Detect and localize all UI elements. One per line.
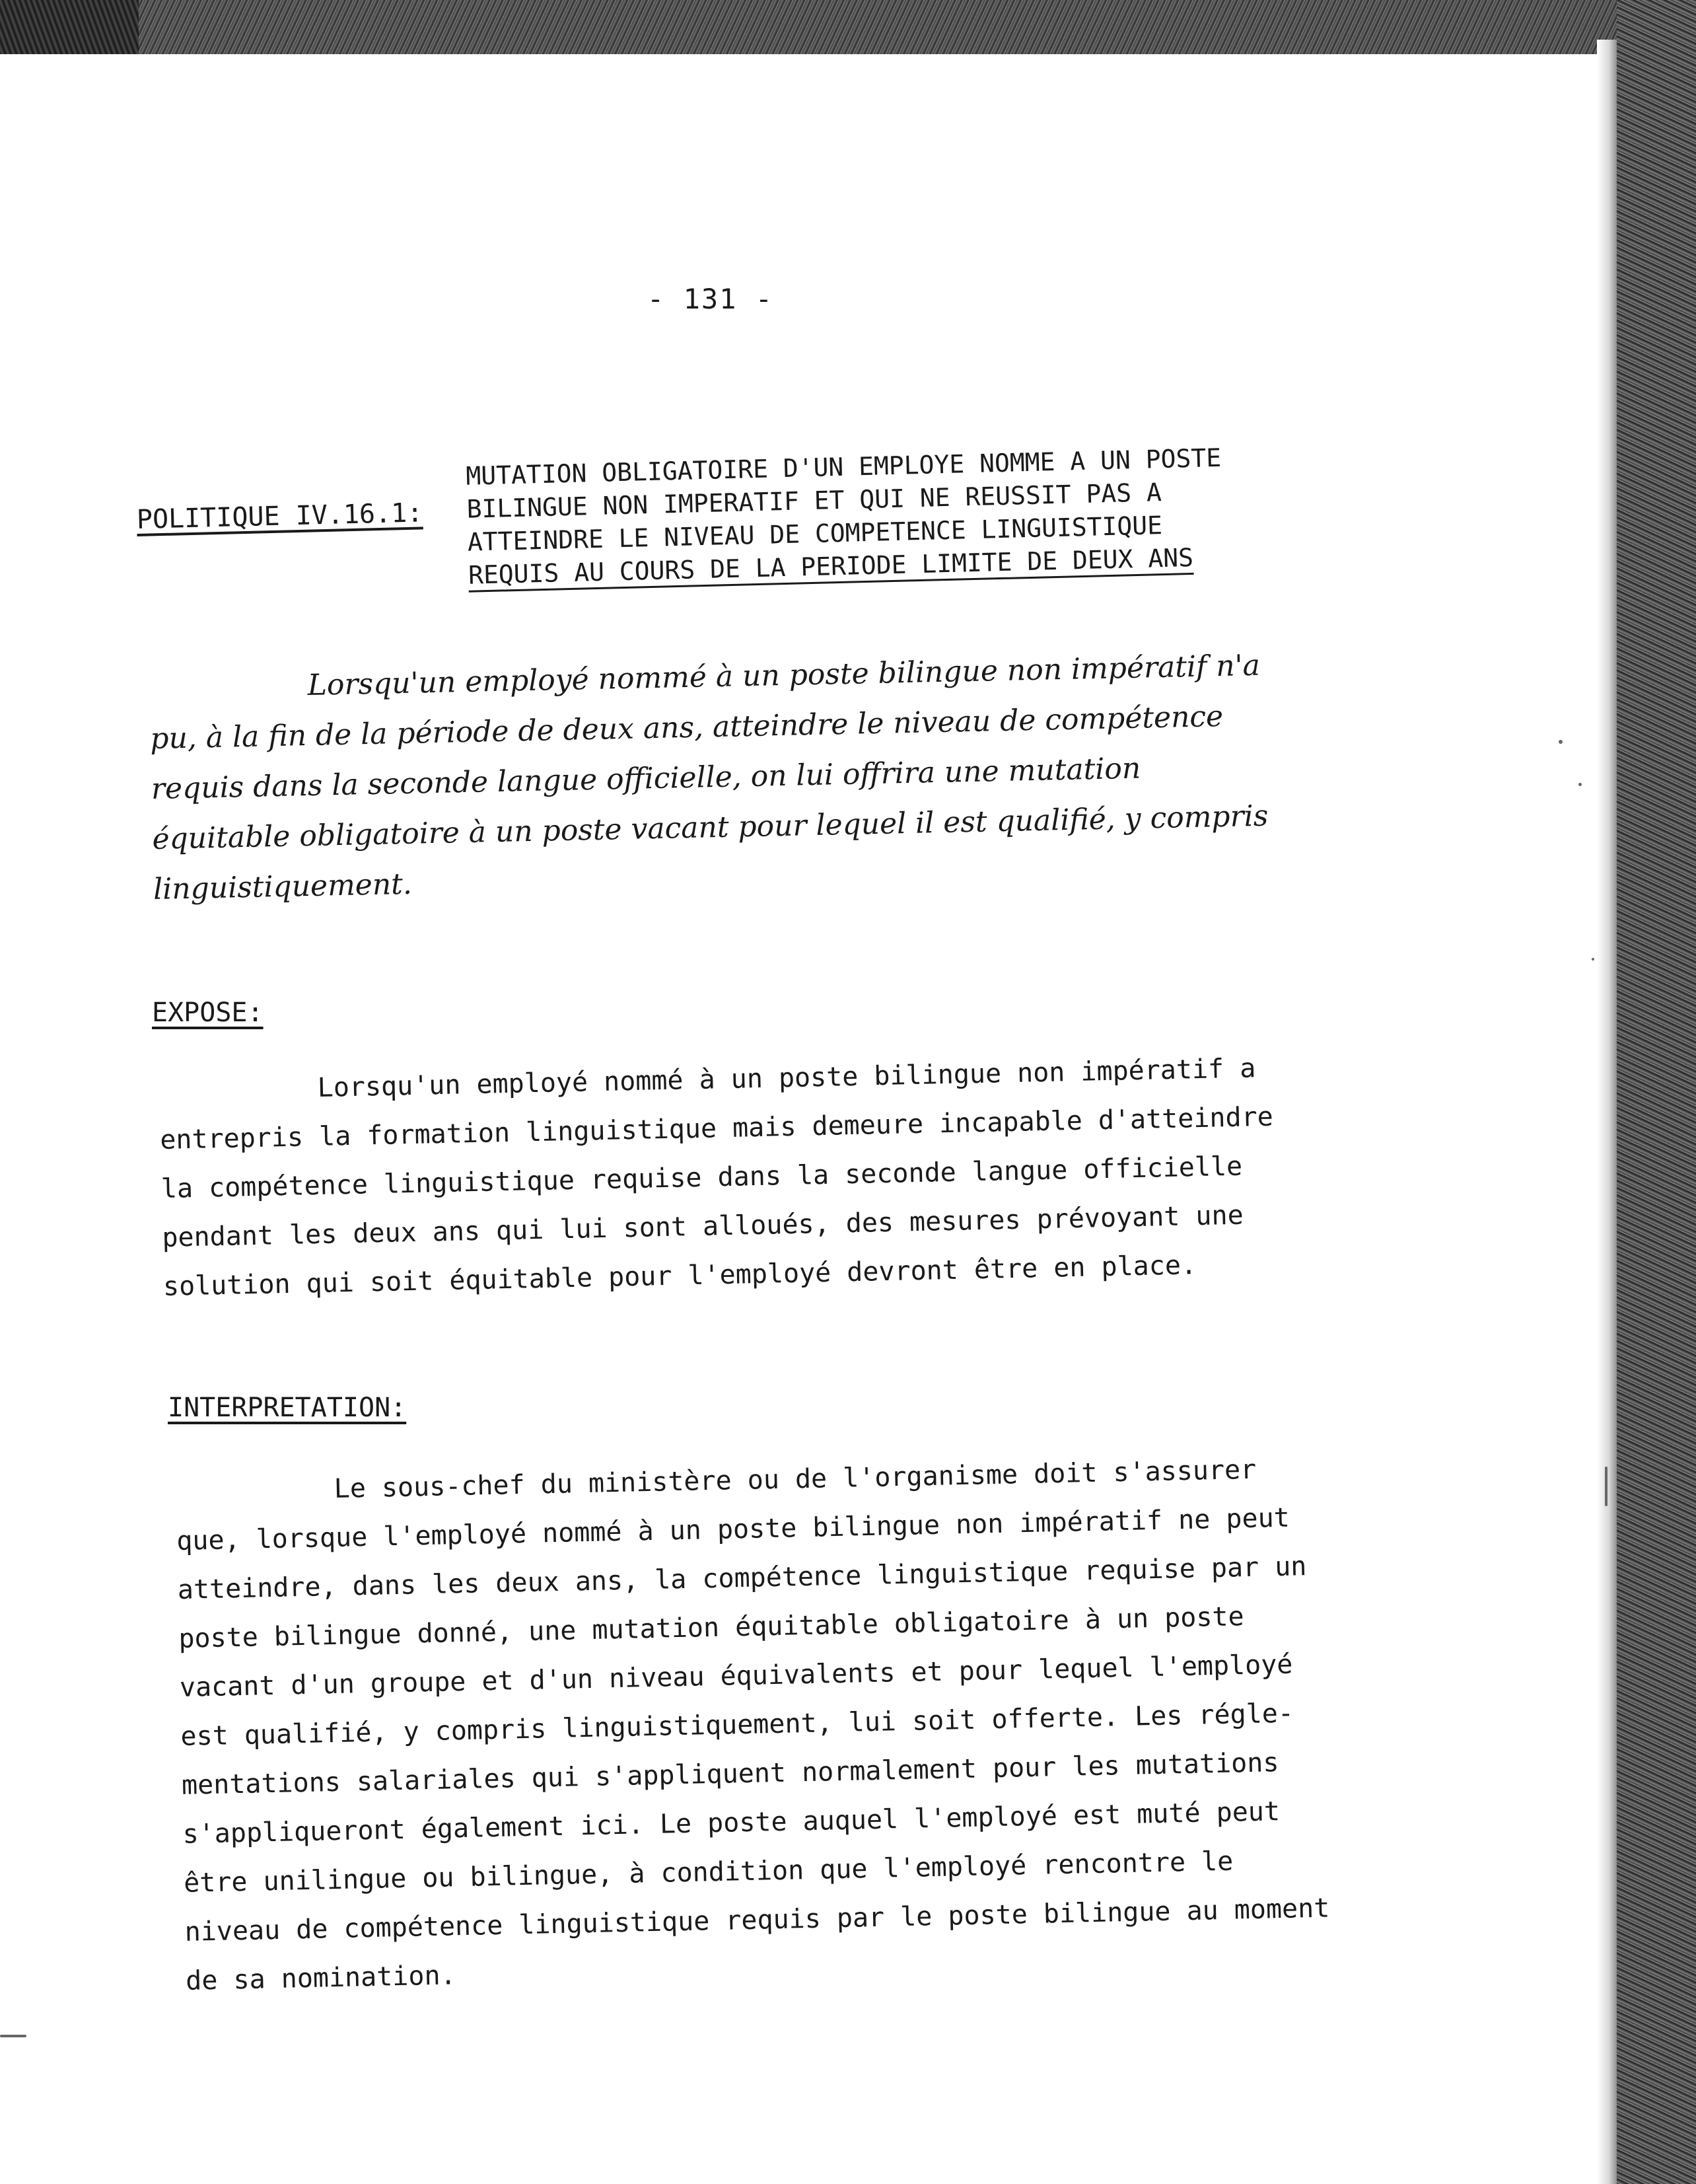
scan-border-top: [0, 0, 1696, 54]
interpretation-paragraph: [175, 1444, 1331, 2006]
policy-statement-line: Lorsqu'un employé nommé à un poste bilingue non impératif n'a: [307, 648, 1261, 702]
scan-border-right: [1617, 0, 1696, 2184]
page-number: - 131 -: [647, 283, 774, 315]
expose-line: la compétence linguistique requise dans la seconde langue officielle: [160, 1151, 1243, 1204]
policy-header: [135, 439, 1324, 590]
expose-line: solution qui soit équitable pour l'employé devront être en place.: [162, 1250, 1197, 1302]
policy-title-line: BILINGUE NON IMPERATIF ET QUI NE REUSSIT PAS A: [466, 478, 1162, 524]
expose-line: Lorsqu'un employé nommé à un poste bilingue non impératif a: [317, 1053, 1256, 1103]
scan-border-corner: [0, 0, 139, 54]
interpretation-line: est qualifié, y compris linguistiquement, lui soit offerte. Les régle-: [180, 1698, 1294, 1752]
policy-statement-line: pu, à la fin de la période de deux ans, atteindre le niveau de compétence: [149, 699, 1224, 756]
interpretation-line: vacant d'un groupe et d'un niveau équivalents et pour lequel l'employé: [179, 1649, 1293, 1703]
scan-speck: [1578, 783, 1582, 786]
interpretation-line: de sa nomination.: [185, 1960, 457, 1996]
interpretation-line: poste bilingue donné, une mutation équitable obligatoire à un poste: [178, 1601, 1245, 1654]
interpretation-line: être unilingue ou bilingue, à condition que l'employé rencontre le: [183, 1846, 1234, 1899]
policy-statement-line: linguistiquement.: [153, 867, 413, 906]
page-edge-shadow: [1597, 40, 1617, 2184]
policy-statement: [149, 636, 1475, 915]
interpretation-line: que, lorsque l'employé nommé à un poste bilingue non impératif ne peut: [176, 1502, 1290, 1556]
scan-speck: [1559, 740, 1563, 744]
scan-speck: [0, 2035, 26, 2037]
policy-title: [466, 441, 1224, 592]
interpretation-line: Le sous-chef du ministère ou de l'organisme doit s'assurer: [334, 1454, 1257, 1504]
expose-line: pendant les deux ans qui lui sont alloués, des mesures prévoyant une: [161, 1200, 1244, 1253]
policy-label: POLITIQUE IV.16.1:: [136, 497, 423, 535]
expose-line: entrepris la formation linguistique mais demeure incapable d'atteindre: [159, 1101, 1274, 1155]
policy-title-line: REQUIS AU COURS DE LA PERIODE LIMITE DE DEUX ANS: [468, 542, 1194, 590]
interpretation-line: s'appliqueront également ici. Le poste auquel l'employé est muté peut: [182, 1796, 1281, 1850]
interpretation-line: niveau de compétence linguistique requis par le poste bilingue au moment: [184, 1893, 1330, 1947]
expose-paragraph: [159, 1044, 1277, 1311]
scan-speck: [1605, 1467, 1608, 1506]
interpretation-heading: INTERPRETATION:: [168, 1393, 407, 1423]
expose-heading: EXPOSE:: [152, 998, 264, 1028]
scan-speck: [1592, 958, 1594, 961]
policy-title-line: MUTATION OBLIGATOIRE D'UN EMPLOYE NOMME A UN POSTE: [465, 443, 1222, 491]
interpretation-line: mentations salariales qui s'appliquent normalement pour les mutations: [181, 1747, 1279, 1801]
policy-statement-line: équitable obligatoire à un poste vacant pour lequel il est qualifié, y compris: [152, 799, 1269, 856]
policy-title-line: ATTEINDRE LE NIVEAU DE COMPETENCE LINGUISTIQUE: [467, 511, 1163, 557]
interpretation-line: atteindre, dans les deux ans, la compétence linguistique requise par un: [177, 1551, 1307, 1605]
policy-statement-line: requis dans la seconde langue officielle, on lui offrira une mutation: [151, 751, 1141, 806]
